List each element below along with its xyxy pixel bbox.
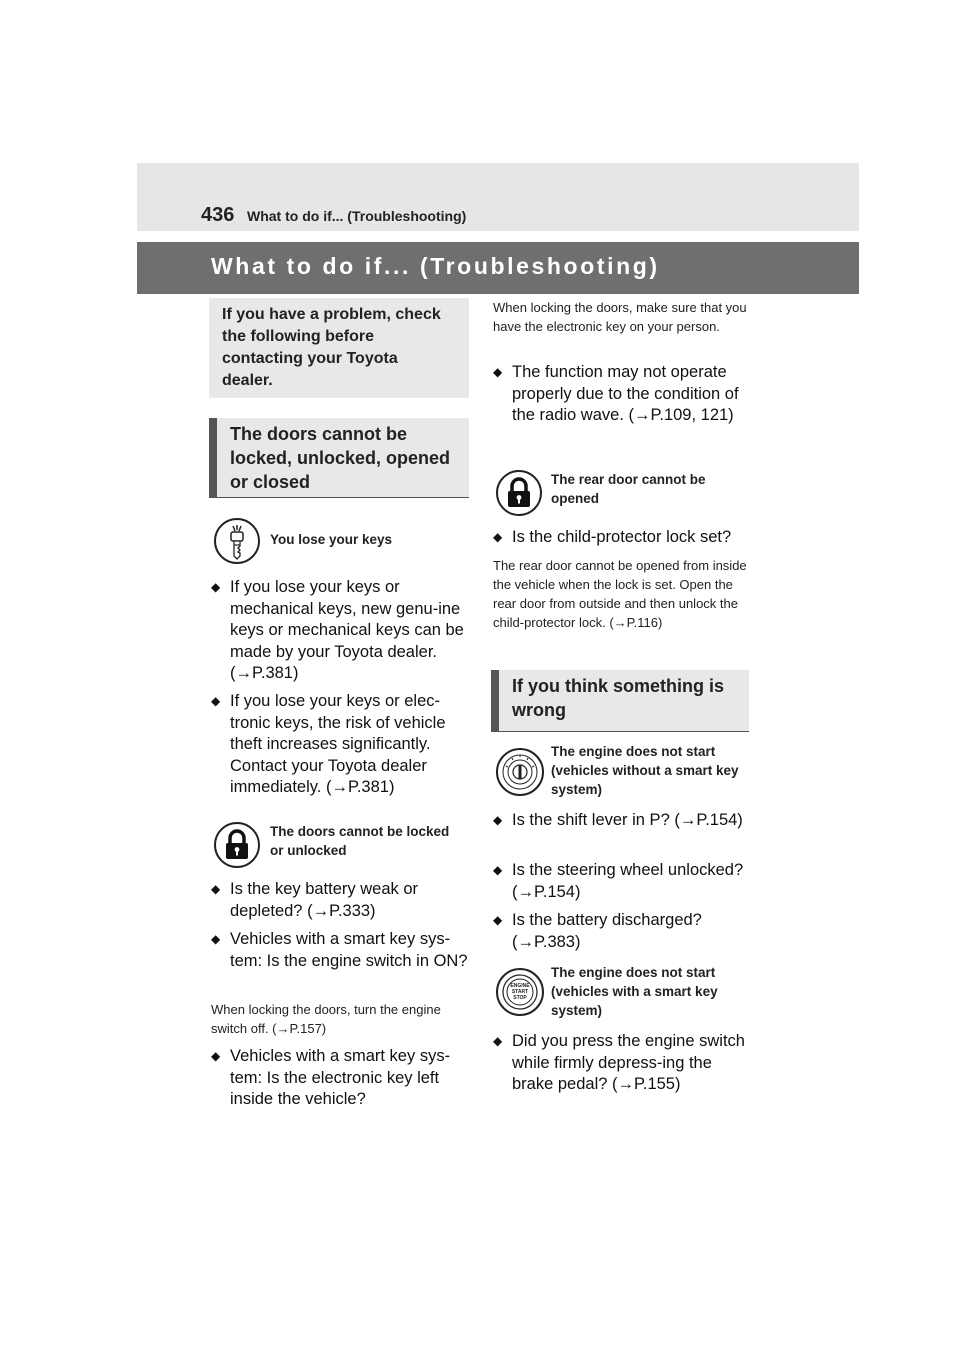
ignition-switch-icon (496, 748, 544, 796)
start-label: START (511, 989, 529, 995)
bullet-text: The function may not operate properly due to the condition of the radio wave. (→P.109, 121) (512, 363, 739, 424)
bullet-text: Is the battery discharged? (→P.383) (512, 911, 702, 951)
stop-label: STOP (513, 995, 527, 1001)
sub-label-rear-door: The rear door cannot be opened (551, 472, 706, 506)
bullet-item: ◆ Is the steering wheel unlocked? (→P.154) (493, 860, 751, 903)
bullet-item: ◆ Vehicles with a smart key sys-tem: Is the engine switch in ON? (211, 929, 471, 972)
sub-label-lose-keys: You lose your keys (270, 532, 393, 547)
bullet-item: ◆ Is the key battery weak or depleted? (→P.333) (211, 879, 471, 922)
header-band (137, 163, 859, 231)
bullet-text: Is the steering wheel unlocked? (→P.154) (512, 861, 744, 901)
sub-label-doors-locked: The doors cannot be locked or unlocked (270, 824, 450, 858)
engine-start-stop-button-icon (496, 968, 544, 1016)
sub-label-engine-smart-key: The engine does not start (vehicles with a smart key system) (551, 965, 718, 1018)
bullet-text: Is the key battery weak or depleted? (→P.333) (230, 880, 419, 920)
section-heading-doors (209, 418, 469, 498)
bullet-item: ◆ Is the shift lever in P? (→P.154) (493, 810, 751, 832)
title-bar (137, 242, 859, 294)
bullet-text: Is the child-protector lock set? (512, 528, 732, 546)
note-text: When locking the doors, make sure that you have the electronic key on your person. (493, 300, 747, 334)
bullet-item: ◆ Is the battery discharged? (→P.383) (493, 910, 751, 953)
engine-label: ENGINE (510, 983, 530, 989)
bullet-item: ◆ Vehicles with a smart key sys-tem: Is the electronic key left inside the vehicle? (211, 1046, 471, 1111)
bullet-item: ◆ If you lose your keys or elec-tronic keys, the risk of vehicle theft increases significantly. Contact your Toyota dealer immediately. (→P.381) (211, 691, 471, 799)
bullet-text: Is the shift lever in P? (→P.154) (512, 811, 743, 829)
bullet-item: ◆ The function may not operate properly due to the condition of the radio wave. (→P.109, 121) (493, 362, 751, 427)
page-title: What to do if... (Troubleshooting) (211, 253, 660, 279)
section-heading-wrong (491, 670, 749, 732)
intro-box (209, 298, 469, 398)
bullet-text: Vehicles with a smart key sys-tem: Is the engine switch in ON? (230, 930, 468, 970)
running-title: What to do if... (Troubleshooting) (247, 208, 467, 224)
note-text: When locking the doors, turn the engine switch off. (→P.157) (211, 1002, 441, 1036)
key-icon (214, 518, 260, 564)
bullet-text: If you lose your keys or mechanical keys, new genu-ine keys or mechanical keys can be made by your Toyota dealer. (→P.381) (230, 578, 464, 682)
bullet-item: ◆ If you lose your keys or mechanical keys, new genu-ine keys or mechanical keys can be made by your Toyota dealer. (→P.381) (211, 577, 471, 685)
sub-label-engine-no-smart-key: The engine does not start (vehicles without a smart key system) (551, 744, 739, 797)
padlock-icon (496, 470, 542, 516)
bullet-text: Did you press the engine switch while firmly depress-ing the brake pedal? (→P.155) (512, 1032, 745, 1093)
bullet-text: Vehicles with a smart key sys-tem: Is the electronic key left inside the vehicle? (230, 1047, 451, 1108)
intro-text: If you have a problem, check the following before contacting your Toyota dealer. (222, 306, 441, 389)
note-text: The rear door cannot be opened from inside the vehicle when the lock is set. Open the rear door from outside and then unlock the child-protector lock. (→P.116) (493, 558, 747, 630)
bullet-item: ◆ Did you press the engine switch while firmly depress-ing the brake pedal? (→P.155) (493, 1031, 751, 1096)
bullet-item: ◆ Is the child-protector lock set? (493, 527, 751, 549)
page-number: 436 (201, 204, 235, 226)
section-heading-wrong-text: If you think something is wrong (512, 676, 725, 720)
section-heading-doors-text: The doors cannot be locked, unlocked, opened or closed (230, 424, 451, 492)
padlock-icon (214, 822, 260, 868)
bullet-text: If you lose your keys or elec-tronic keys, the risk of vehicle theft increases significantly. Contact your Toyota dealer immediately. (→P.381) (230, 692, 446, 796)
